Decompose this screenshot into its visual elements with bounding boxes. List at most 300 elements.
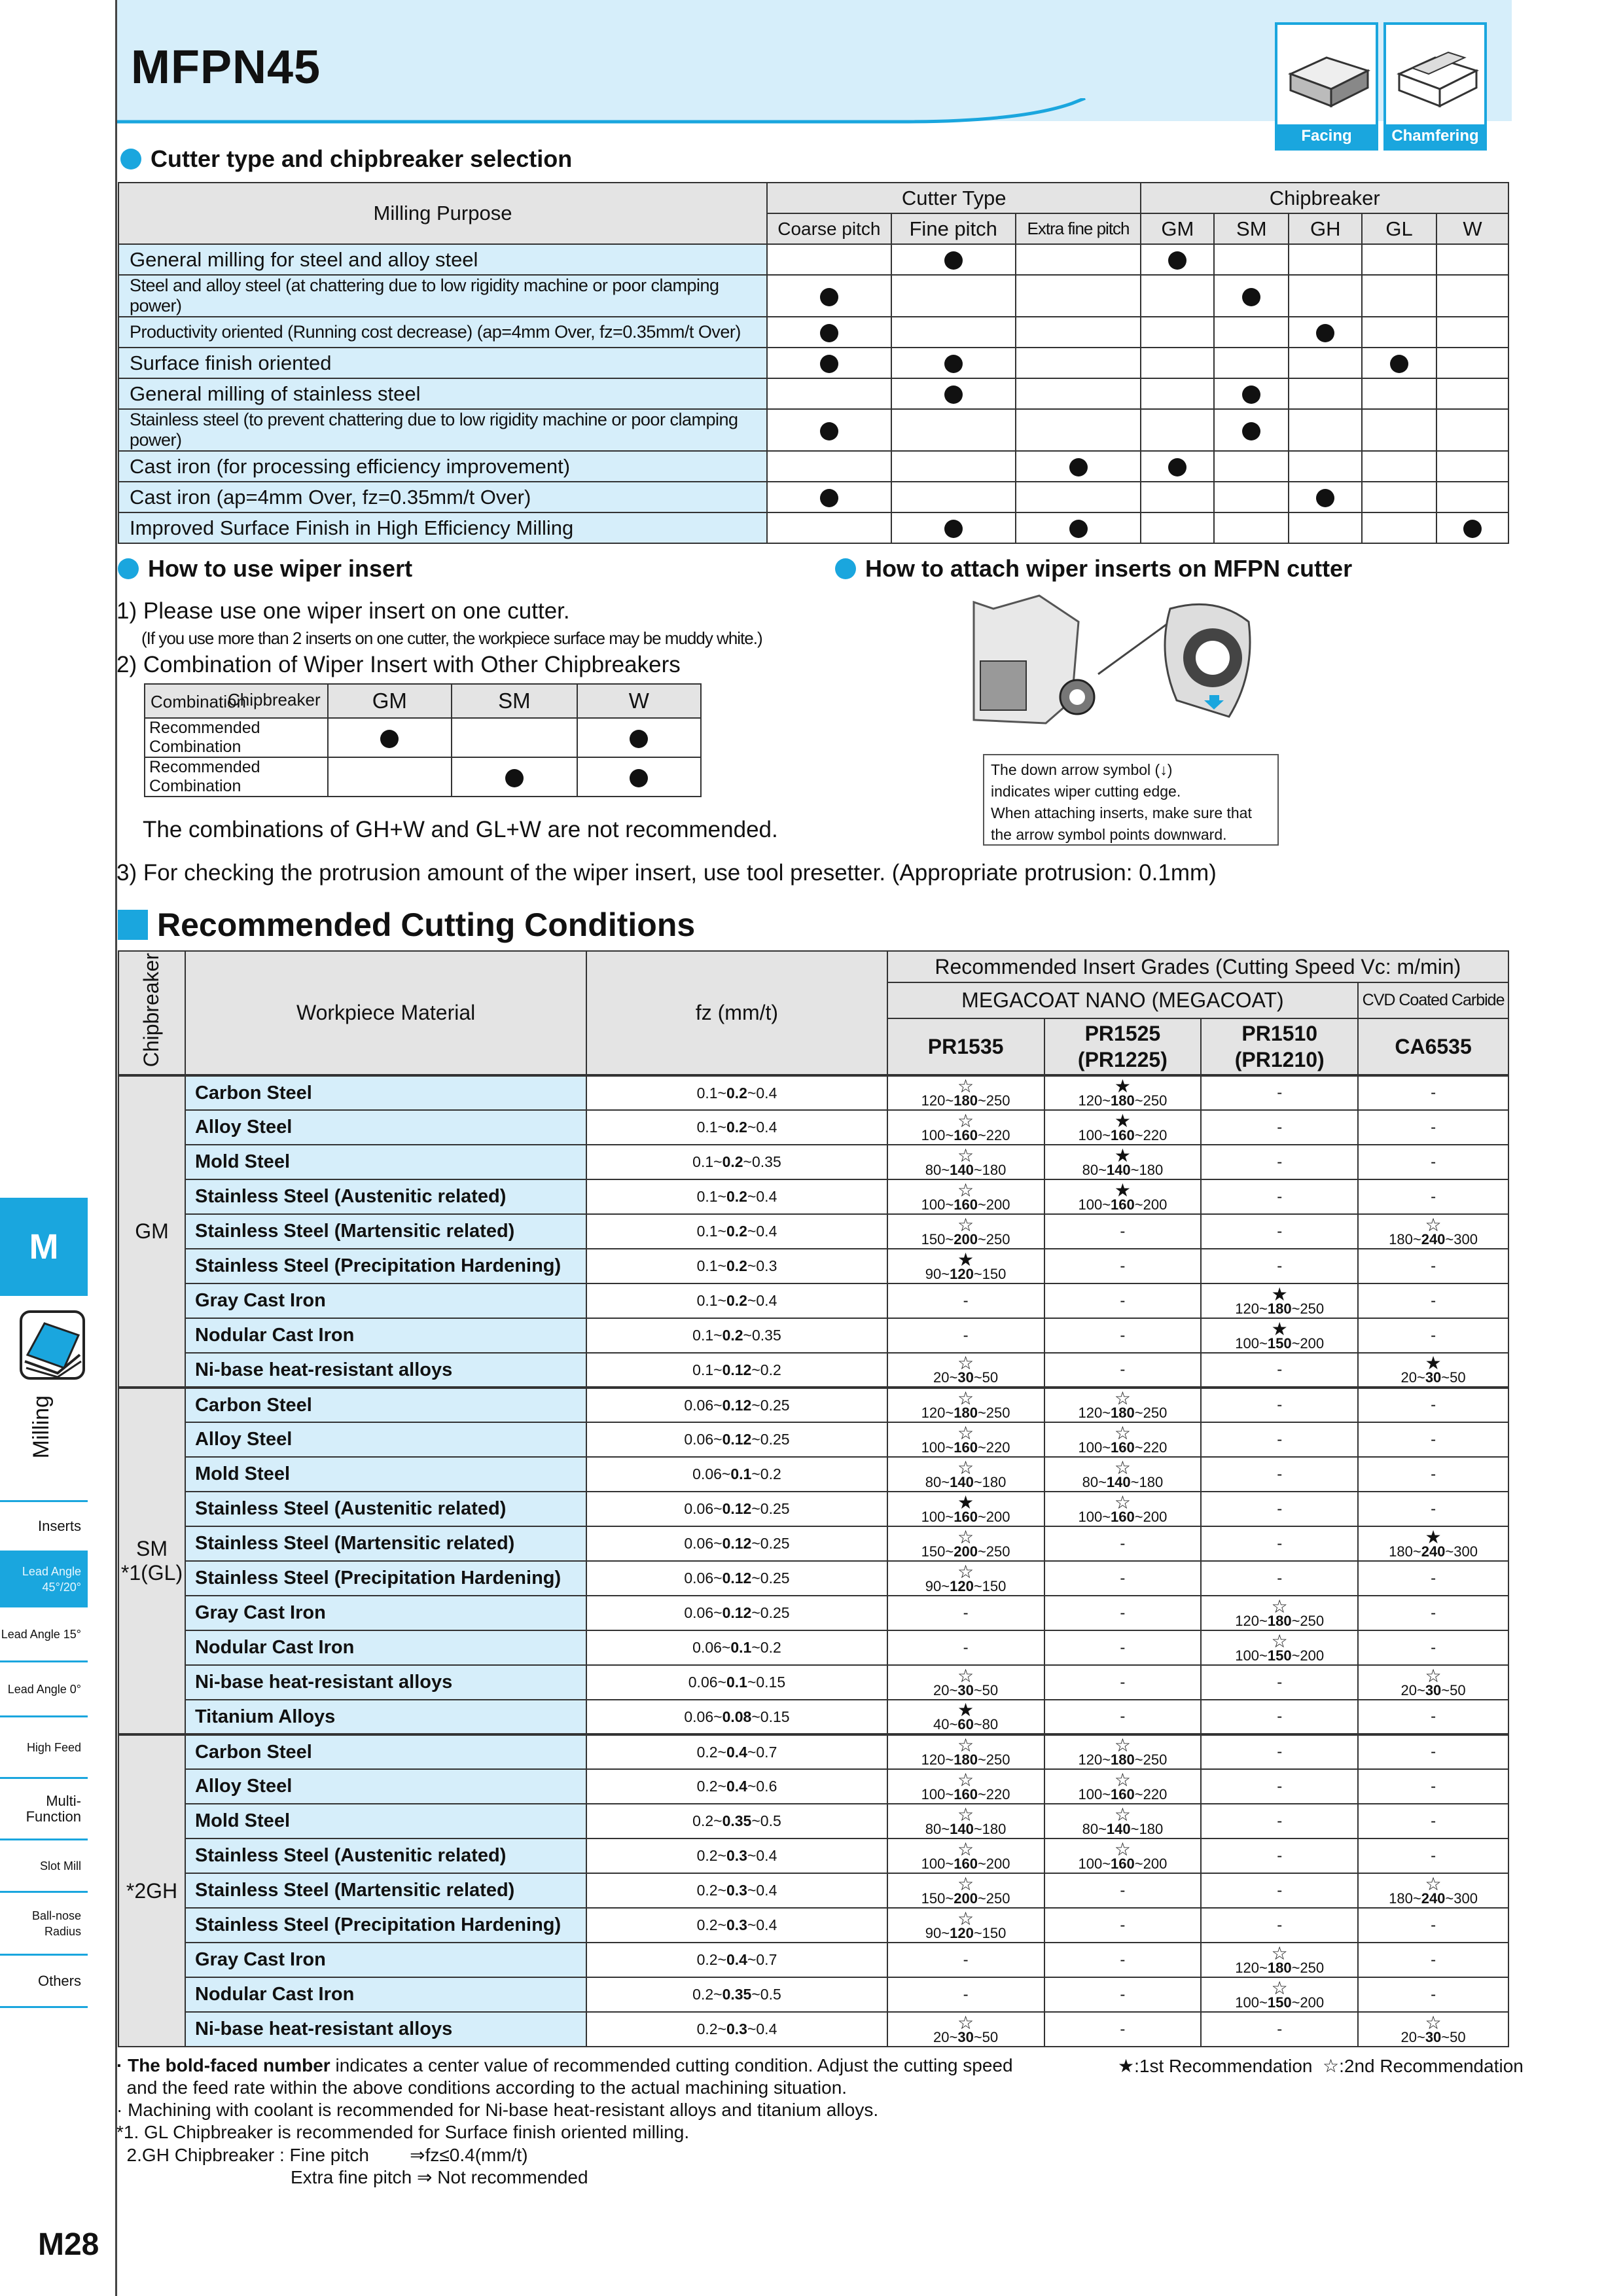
speed-cell: - — [1201, 1561, 1358, 1596]
combo-col-gm: GM — [328, 684, 452, 718]
condition-row — [118, 1249, 1508, 1283]
speed-cell: - — [1358, 1318, 1508, 1353]
speed-value: 150~200~250 — [921, 1231, 1010, 1247]
second-recommendation-icon: ☆ — [957, 1909, 974, 1929]
chamfering-icon — [1393, 38, 1483, 117]
speed-cell: - — [1201, 1769, 1358, 1804]
speed-cell: - — [1358, 1388, 1508, 1422]
condition-row — [118, 1492, 1508, 1526]
selection-heading-text: Cutter type and chipbreaker selection — [151, 145, 573, 172]
note-bold-lead: · The bold-faced number — [116, 2055, 330, 2075]
condition-row — [118, 1977, 1508, 2012]
speed-value: 20~30~50 — [933, 2029, 999, 2045]
second-recommendation-icon: ☆ — [1114, 1839, 1131, 1859]
note-line-2: and the feed rate within the above conditions according to the actual machining situation. — [116, 2077, 847, 2098]
selection-body — [118, 244, 1508, 543]
speed-value: 100~160~200 — [1078, 1509, 1168, 1525]
second-recommendation-icon: ☆ — [957, 1145, 974, 1166]
second-recommendation-icon: ☆ — [957, 1180, 974, 1200]
second-recommendation-icon: ☆ — [1114, 1423, 1131, 1443]
first-recommendation-icon: ★ — [1114, 1180, 1131, 1200]
filled-circle-icon — [505, 769, 524, 787]
second-recommendation-icon: ☆ — [1114, 1492, 1131, 1513]
speed-cell — [887, 1769, 1044, 1804]
purpose-cell: General milling of stainless steel — [118, 378, 767, 409]
mark-cell — [1141, 244, 1214, 275]
grade-name: CA6535 — [1395, 1035, 1472, 1059]
material-cell: Stainless Steel (Martensitic related) — [185, 1526, 586, 1561]
filled-circle-icon — [630, 769, 648, 787]
speed-value: 100~150~200 — [1235, 1994, 1325, 2011]
mark-cell — [1436, 451, 1508, 482]
filled-circle-icon — [1316, 489, 1334, 507]
grade-sub: (PR1225) — [1077, 1048, 1168, 1072]
mark-cell — [1141, 482, 1214, 512]
speed-cell — [887, 1561, 1044, 1596]
speed-cell: - — [1201, 1422, 1358, 1457]
first-recommendation-icon: ★ — [957, 1249, 974, 1270]
speed-cell: - — [1044, 1561, 1202, 1596]
speed-value: 120~180~250 — [921, 1751, 1010, 1768]
speed-value: 100~160~220 — [1078, 1439, 1168, 1456]
mark-cell — [1214, 317, 1289, 348]
speed-cell: - — [1044, 1596, 1202, 1630]
recommendation-legend: ★:1st Recommendation ☆:2nd Recommendation — [1118, 2056, 1524, 2076]
second-recommendation-icon: ☆ — [957, 1735, 974, 1755]
cvd-header: CVD Coated Carbide — [1358, 982, 1508, 1018]
mark-cell — [1362, 512, 1436, 543]
cutter-attachment-figure — [967, 583, 1255, 740]
grade-name: PR1510 — [1241, 1022, 1318, 1046]
speed-cell — [887, 1839, 1044, 1873]
mark-cell — [1016, 378, 1141, 409]
speed-value: 180~240~300 — [1389, 1231, 1478, 1247]
mark-cell — [767, 275, 891, 317]
second-recommendation-icon: ☆ — [1271, 1596, 1288, 1617]
mark-cell — [1141, 409, 1214, 451]
second-recommendation-icon: ☆ — [957, 1215, 974, 1235]
speed-cell: - — [887, 1943, 1044, 1977]
speed-cell — [887, 1179, 1044, 1214]
speed-cell: - — [1201, 1804, 1358, 1839]
first-recommendation-icon: ★ — [957, 1492, 974, 1513]
note-line-6: Extra fine pitch ⇒ Not recommended — [291, 2167, 588, 2187]
col-gm: GM — [1141, 213, 1214, 244]
mark-cell — [1214, 275, 1289, 317]
fz-cell: 0.2~0.3~0.4 — [586, 2012, 887, 2047]
speed-value: 120~180~250 — [1235, 1613, 1325, 1629]
speed-cell: - — [1358, 1457, 1508, 1492]
chipbreaker-cell — [118, 1734, 185, 2047]
second-recommendation-icon: ☆ — [957, 2013, 974, 2033]
purpose-cell: Surface finish oriented — [118, 348, 767, 378]
condition-row — [118, 1943, 1508, 1977]
mark-cell — [767, 378, 891, 409]
first-recommendation-icon: ★ — [1114, 1145, 1131, 1166]
filled-circle-icon — [380, 730, 399, 748]
mark-cell — [767, 409, 891, 451]
mark-cell — [891, 317, 1016, 348]
speed-cell: - — [1201, 1353, 1358, 1388]
fz-cell: 0.2~0.3~0.4 — [586, 1873, 887, 1908]
left-border — [115, 0, 117, 2296]
mark-cell — [891, 451, 1016, 482]
combo-col-sm: SM — [452, 684, 577, 718]
speed-cell — [1358, 1353, 1508, 1388]
purpose-cell: General milling for steel and alloy steel — [118, 244, 767, 275]
attach-note-line: indicates wiper cutting edge. — [991, 783, 1181, 800]
first-recommendation-icon: ★ — [957, 1700, 974, 1720]
page-title: MFPN45 — [131, 41, 321, 94]
condition-row — [118, 1179, 1508, 1214]
speed-cell: - — [1044, 1318, 1202, 1353]
filled-circle-icon — [820, 355, 838, 373]
mark-cell — [1141, 512, 1214, 543]
speed-cell: - — [1044, 1353, 1202, 1388]
material-cell: Gray Cast Iron — [185, 1596, 586, 1630]
speed-value: 150~200~250 — [921, 1543, 1010, 1560]
material-cell: Carbon Steel — [185, 1734, 586, 1769]
fz-cell: 0.2~0.35~0.5 — [586, 1977, 887, 2012]
speed-value: 100~160~220 — [1078, 1127, 1168, 1143]
speed-cell: - — [1358, 1249, 1508, 1283]
selection-row — [118, 409, 1508, 451]
mark-cell — [577, 757, 701, 797]
speed-value: 120~180~250 — [1078, 1405, 1168, 1421]
mark-cell — [1436, 317, 1508, 348]
speed-value: 90~120~150 — [925, 1925, 1007, 1941]
filled-circle-icon — [820, 324, 838, 342]
mark-cell — [1362, 409, 1436, 451]
mark-cell — [767, 348, 891, 378]
filled-circle-icon — [1242, 422, 1260, 440]
speed-value: 100~150~200 — [1235, 1335, 1325, 1352]
mark-cell — [891, 275, 1016, 317]
fz-cell: 0.1~0.2~0.35 — [586, 1145, 887, 1179]
combo-label: Recommended Combination — [145, 757, 328, 797]
mark-cell — [1214, 482, 1289, 512]
speed-cell: - — [1044, 1526, 1202, 1561]
cutter-type-header: Cutter Type — [767, 183, 1141, 213]
grade-name: PR1525 — [1084, 1022, 1161, 1046]
material-cell: Carbon Steel — [185, 1388, 586, 1422]
wiper-line-1-note: (If you use more than 2 inserts on one cutter, the workpiece surface may be muddy white.) — [141, 628, 762, 648]
grade-name: PR1535 — [927, 1035, 1004, 1059]
mark-cell — [767, 244, 891, 275]
fz-cell: 0.1~0.2~0.4 — [586, 1075, 887, 1110]
speed-value: 120~180~250 — [921, 1092, 1010, 1109]
speed-cell — [887, 1492, 1044, 1526]
second-recommendation-icon: ☆ — [1271, 1631, 1288, 1651]
mark-cell — [328, 757, 452, 797]
material-col-header: Workpiece Material — [185, 951, 586, 1075]
speed-value: 20~30~50 — [1400, 2029, 1466, 2045]
speed-cell: - — [1201, 1388, 1358, 1422]
speed-cell — [1358, 1665, 1508, 1700]
milling-insert-icon — [18, 1309, 86, 1381]
selection-row — [118, 482, 1508, 512]
filled-circle-icon — [630, 730, 648, 748]
speed-cell — [887, 1908, 1044, 1943]
mark-cell — [1289, 244, 1362, 275]
second-recommendation-icon: ☆ — [1425, 1215, 1442, 1235]
filled-circle-icon — [944, 386, 963, 404]
speed-value: 80~140~180 — [925, 1162, 1007, 1178]
speed-cell — [887, 1388, 1044, 1422]
mark-cell — [1289, 451, 1362, 482]
speed-cell: - — [1358, 1943, 1508, 1977]
speed-value: 120~180~250 — [1235, 1300, 1325, 1317]
filled-circle-icon — [1069, 458, 1088, 476]
fz-cell: 0.2~0.35~0.5 — [586, 1804, 887, 1839]
material-cell: Gray Cast Iron — [185, 1283, 586, 1318]
speed-cell — [1201, 1318, 1358, 1353]
section-tab-m[interactable]: M — [0, 1198, 88, 1296]
fz-cell: 0.2~0.4~0.7 — [586, 1943, 887, 1977]
mark-cell — [1141, 317, 1214, 348]
nav-multi-function[interactable]: Multi-Function — [0, 1779, 88, 1840]
condition-row — [118, 1110, 1508, 1145]
chamfering-box — [1383, 22, 1487, 151]
col-fine-pitch: Fine pitch — [891, 213, 1016, 244]
mark-cell — [891, 378, 1016, 409]
speed-cell: - — [887, 1630, 1044, 1665]
filled-circle-icon — [1316, 324, 1334, 342]
second-recommendation-icon: ☆ — [957, 1388, 974, 1408]
speed-cell: - — [1044, 1873, 1202, 1908]
selection-row — [118, 244, 1508, 275]
combo-label: Recommended Combination — [145, 718, 328, 757]
wiper-heading — [118, 555, 412, 583]
facing-box — [1275, 22, 1378, 151]
speed-value: 100~160~200 — [921, 1196, 1010, 1213]
speed-cell — [1044, 1839, 1202, 1873]
speed-value: 80~140~180 — [925, 1821, 1007, 1837]
speed-cell — [1044, 1179, 1202, 1214]
speed-cell — [887, 1214, 1044, 1249]
nav-others[interactable]: Others — [0, 1956, 88, 2008]
mark-cell — [1362, 348, 1436, 378]
speed-cell — [887, 1145, 1044, 1179]
condition-row — [118, 1596, 1508, 1630]
speed-cell: - — [1358, 1179, 1508, 1214]
speed-cell: - — [1358, 1630, 1508, 1665]
fz-cell: 0.06~0.08~0.15 — [586, 1700, 887, 1734]
square-icon — [118, 910, 148, 940]
mark-cell — [1016, 512, 1141, 543]
nav-lead-angle-15[interactable]: Lead Angle 15° — [0, 1607, 88, 1662]
speed-cell — [1358, 2012, 1508, 2047]
speed-cell — [887, 1110, 1044, 1145]
mark-cell — [1362, 451, 1436, 482]
second-recommendation-icon: ☆ — [957, 1458, 974, 1478]
material-cell: Nodular Cast Iron — [185, 1318, 586, 1353]
combination-table — [144, 683, 702, 797]
speed-cell — [1201, 1630, 1358, 1665]
second-recommendation-icon: ☆ — [1425, 1666, 1442, 1686]
material-cell: Carbon Steel — [185, 1075, 586, 1110]
speed-cell — [887, 1249, 1044, 1283]
speed-cell: - — [1044, 1249, 1202, 1283]
speed-cell — [1358, 1214, 1508, 1249]
condition-row — [118, 1075, 1508, 1110]
speed-cell: - — [1358, 1145, 1508, 1179]
mark-cell — [1016, 451, 1141, 482]
condition-row — [118, 1214, 1508, 1249]
speed-cell — [887, 1873, 1044, 1908]
mark-cell — [1289, 275, 1362, 317]
speed-value: 90~120~150 — [925, 1578, 1007, 1594]
speed-cell: - — [1201, 1249, 1358, 1283]
speed-cell — [1044, 1804, 1202, 1839]
second-recommendation-icon: ☆ — [957, 1770, 974, 1790]
material-cell: Mold Steel — [185, 1145, 586, 1179]
condition-row — [118, 1561, 1508, 1596]
mark-cell — [1436, 378, 1508, 409]
col-w: W — [1436, 213, 1508, 244]
speed-cell: - — [1201, 1839, 1358, 1873]
col-coarse-pitch: Coarse pitch — [767, 213, 891, 244]
speed-value: 150~200~250 — [921, 1890, 1010, 1907]
speed-cell: - — [1201, 1179, 1358, 1214]
nav-inserts[interactable]: Inserts — [0, 1500, 88, 1552]
condition-row — [118, 1804, 1508, 1839]
chipbreaker-cell — [118, 1388, 185, 1734]
mark-cell — [1016, 244, 1141, 275]
fz-cell: 0.2~0.3~0.4 — [586, 1908, 887, 1943]
speed-value: 100~160~200 — [1078, 1196, 1168, 1213]
purpose-cell: Productivity oriented (Running cost decrease) (ap=4mm Over, fz=0.35mm/t Over) — [118, 317, 767, 348]
speed-value: 90~120~150 — [925, 1266, 1007, 1282]
speed-cell — [1044, 1110, 1202, 1145]
speed-cell: - — [1201, 1214, 1358, 1249]
speed-cell: - — [1044, 1630, 1202, 1665]
selection-heading — [120, 145, 572, 173]
speed-cell: - — [1201, 2012, 1358, 2047]
megacoat-header: MEGACOAT NANO (MEGACOAT) — [887, 982, 1358, 1018]
mark-cell — [452, 757, 577, 797]
speed-cell: - — [1044, 1977, 1202, 2012]
speed-value: 20~30~50 — [1400, 1682, 1466, 1698]
first-recommendation-icon: ★ — [1271, 1284, 1288, 1304]
speed-cell — [1201, 1596, 1358, 1630]
speed-value: 20~30~50 — [933, 1369, 999, 1386]
second-recommendation-icon: ☆ — [957, 1562, 974, 1582]
mark-cell — [1141, 451, 1214, 482]
combo-header-top: Chipbreaker — [227, 690, 321, 709]
speed-cell — [887, 1075, 1044, 1110]
material-cell: Alloy Steel — [185, 1769, 586, 1804]
nav-lead-angle-45-20[interactable]: Lead Angle 45°/20° — [0, 1552, 88, 1607]
speed-value: 100~160~220 — [921, 1439, 1010, 1456]
nav-high-feed[interactable]: High Feed — [0, 1717, 88, 1779]
first-recommendation-icon: ★ — [1114, 1111, 1131, 1131]
second-recommendation-icon: ☆ — [1114, 1388, 1131, 1408]
condition-row — [118, 1700, 1508, 1734]
nav-ball-nose-radius[interactable]: Ball-nose Radius — [0, 1893, 88, 1956]
speed-cell — [887, 1422, 1044, 1457]
grade-header — [1201, 1018, 1358, 1075]
fz-cell: 0.06~0.1~0.2 — [586, 1457, 887, 1492]
fz-cell: 0.1~0.2~0.4 — [586, 1214, 887, 1249]
combo-header-bottom: Combination — [151, 692, 246, 711]
speed-cell: - — [1358, 1422, 1508, 1457]
second-recommendation-icon: ☆ — [1114, 1735, 1131, 1755]
grade-header — [1358, 1018, 1508, 1075]
speed-value: 20~30~50 — [933, 1682, 999, 1698]
mark-cell — [1362, 482, 1436, 512]
speed-value: 100~160~220 — [921, 1786, 1010, 1803]
condition-row — [118, 1839, 1508, 1873]
condition-row — [118, 1630, 1508, 1665]
speed-cell: - — [1201, 1908, 1358, 1943]
mark-cell — [1214, 348, 1289, 378]
wiper-line-1: 1) Please use one wiper insert on one cutter. — [116, 598, 570, 624]
mark-cell — [891, 409, 1016, 451]
second-recommendation-icon: ☆ — [1114, 1770, 1131, 1790]
facing-icon — [1284, 38, 1374, 117]
condition-row — [118, 1318, 1508, 1353]
second-recommendation-icon: ☆ — [1425, 2013, 1442, 2033]
combo-col-w: W — [577, 684, 701, 718]
speed-value: 80~140~180 — [1082, 1162, 1164, 1178]
speed-cell: - — [1358, 1769, 1508, 1804]
material-cell: Stainless Steel (Austenitic related) — [185, 1179, 586, 1214]
mark-cell — [767, 451, 891, 482]
speed-cell — [1201, 1943, 1358, 1977]
mark-cell — [1436, 409, 1508, 451]
speed-cell: - — [1201, 1145, 1358, 1179]
mark-cell — [767, 317, 891, 348]
material-cell: Gray Cast Iron — [185, 1943, 586, 1977]
chipbreaker-name: GM — [135, 1219, 169, 1243]
speed-cell — [1044, 1075, 1202, 1110]
speed-cell — [887, 1700, 1044, 1734]
application-icons — [1275, 22, 1488, 151]
speed-cell: - — [1358, 1075, 1508, 1110]
nav-slot-mill[interactable]: Slot Mill — [0, 1840, 88, 1893]
note-line-3: · Machining with coolant is recommended for Ni-base heat-resistant alloys and titanium alloys. — [116, 2100, 879, 2120]
chipbreaker-note: *1(GL) — [120, 1561, 183, 1585]
first-recommendation-icon: ★ — [1114, 1076, 1131, 1096]
speed-cell: - — [1044, 1700, 1202, 1734]
mark-cell — [1289, 348, 1362, 378]
second-recommendation-icon: ☆ — [957, 1666, 974, 1686]
nav-lead-angle-0[interactable]: Lead Angle 0° — [0, 1662, 88, 1717]
speed-value: 100~160~220 — [1078, 1786, 1168, 1803]
purpose-cell: Improved Surface Finish in High Efficiency Milling — [118, 512, 767, 543]
speed-cell: - — [1201, 1873, 1358, 1908]
mark-cell — [1289, 512, 1362, 543]
mark-cell — [1362, 275, 1436, 317]
note-line-1-rest: indicates a center value of recommended cutting condition. Adjust the cutting speed — [330, 2055, 1013, 2075]
speed-value: 120~180~250 — [921, 1405, 1010, 1421]
note-line-5: 2.GH Chipbreaker : Fine pitch ⇒fz≤0.4(mm/t) — [116, 2145, 528, 2165]
speed-cell — [1358, 1526, 1508, 1561]
mark-cell — [1214, 451, 1289, 482]
mark-cell — [767, 512, 891, 543]
speed-cell — [887, 1353, 1044, 1388]
fz-cell: 0.06~0.12~0.25 — [586, 1561, 887, 1596]
condition-row — [118, 1769, 1508, 1804]
mark-cell — [1436, 348, 1508, 378]
speed-value: 100~150~200 — [1235, 1647, 1325, 1664]
speed-cell: - — [1358, 1908, 1508, 1943]
material-cell: Mold Steel — [185, 1804, 586, 1839]
selection-table — [118, 182, 1509, 544]
filled-circle-icon — [1069, 520, 1088, 538]
grade-header — [887, 1018, 1044, 1075]
